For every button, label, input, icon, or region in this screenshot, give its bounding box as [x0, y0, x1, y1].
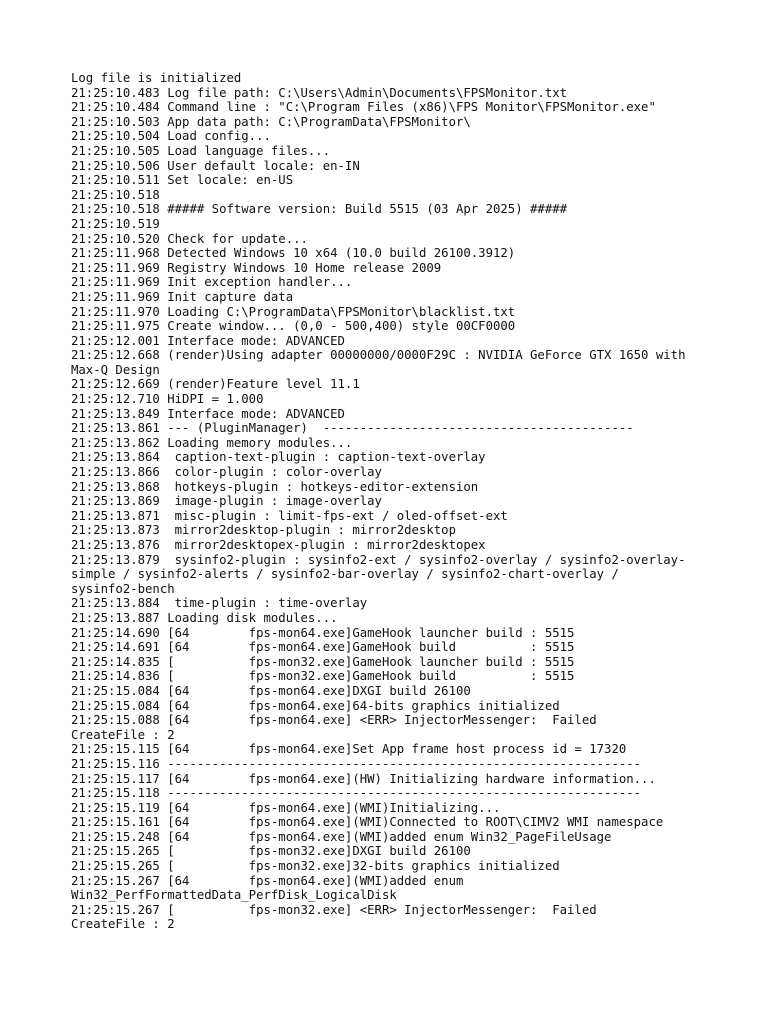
log-line: 21:25:14.690 [64 fps-mon64.exe]GameHook launcher build : 5515: [71, 625, 575, 640]
log-line: 21:25:11.969 Init capture data: [71, 289, 294, 304]
log-line: 21:25:14.691 [64 fps-mon64.exe]GameHook build : 5515: [71, 640, 575, 655]
log-line: 21:25:11.969 Registry Windows 10 Home release 2009: [71, 260, 442, 275]
log-line: 21:25:13.849 Interface mode: ADVANCED: [71, 406, 345, 421]
log-line: CreateFile : 2: [71, 917, 175, 932]
log-line: 21:25:15.267 [ fps-mon32.exe] <ERR> InjectorMessenger: Failed: [71, 902, 597, 917]
log-line: 21:25:10.505 Load language files...: [71, 143, 331, 158]
log-line: 21:25:12.001 Interface mode: ADVANCED: [71, 333, 345, 348]
log-line: 21:25:10.484 Command line : "C:\Program Files (x86)\FPS Monitor\FPSMonitor.exe": [71, 100, 656, 115]
log-line: 21:25:10.518 ##### Software version: Build 5515 (03 Apr 2025) #####: [71, 202, 568, 217]
log-line: 21:25:11.969 Init exception handler...: [71, 275, 353, 290]
log-line: Win32_PerfFormattedData_PerfDisk_LogicalDisk: [71, 888, 397, 903]
log-line: 21:25:13.887 Loading disk modules...: [71, 610, 338, 625]
log-line: 21:25:13.862 Loading memory modules...: [71, 435, 353, 450]
log-line: simple / sysinfo2-alerts / sysinfo2-bar-overlay / sysinfo2-chart-overlay /: [71, 567, 619, 582]
log-line: 21:25:13.871 misc-plugin : limit-fps-ext / oled-offset-ext: [71, 508, 508, 523]
log-line: 21:25:15.118 ----------------------------------------------------------------: [71, 786, 642, 801]
log-line: 21:25:15.115 [64 fps-mon64.exe]Set App frame host process id = 17320: [71, 742, 627, 757]
log-line: 21:25:15.088 [64 fps-mon64.exe] <ERR> InjectorMessenger: Failed: [71, 713, 597, 728]
log-document-page: [71, 71, 711, 932]
log-line: 21:25:13.876 mirror2desktopex-plugin : mirror2desktopex: [71, 538, 486, 552]
log-line: 21:25:13.864 caption-text-plugin : caption-text-overlay: [71, 450, 486, 465]
log-line: sysinfo2-bench: [71, 581, 175, 596]
log-line: 21:25:15.267 [64 fps-mon64.exe](WMI)added enum: [71, 873, 464, 888]
log-line: 21:25:13.866 color-plugin : color-overlay: [71, 465, 382, 480]
log-line: 21:25:15.084 [64 fps-mon64.exe]DXGI build 26100: [71, 683, 471, 698]
log-line: 21:25:13.873 mirror2desktop-plugin : mirror2desktop: [71, 523, 456, 538]
log-line: 21:25:15.084 [64 fps-mon64.exe]64-bits graphics initialized: [71, 698, 560, 713]
log-text-block: [71, 71, 711, 932]
log-line: 21:25:15.265 [ fps-mon32.exe]32-bits graphics initialized: [71, 859, 560, 874]
log-line: 21:25:15.116 ----------------------------------------------------------------: [71, 756, 642, 771]
log-line: 21:25:10.520 Check for update...: [71, 231, 308, 246]
log-line: 21:25:10.503 App data path: C:\ProgramData\FPSMonitor\: [71, 114, 471, 129]
log-line: 21:25:10.483 Log file path: C:\Users\Admin\Documents\FPSMonitor.txt: [71, 85, 568, 100]
log-line: Max-Q Design: [71, 362, 160, 377]
log-line: Log file is initialized: [71, 71, 242, 85]
log-line: 21:25:11.970 Loading C:\ProgramData\FPSMonitor\blacklist.txt: [71, 304, 516, 319]
log-line: 21:25:15.117 [64 fps-mon64.exe](HW) Initializing hardware information...: [71, 771, 656, 786]
log-line: 21:25:14.835 [ fps-mon32.exe]GameHook launcher build : 5515: [71, 654, 575, 669]
log-line: 21:25:13.868 hotkeys-plugin : hotkeys-editor-extension: [71, 479, 479, 494]
log-line: 21:25:10.506 User default locale: en-IN: [71, 158, 360, 173]
log-line: CreateFile : 2: [71, 727, 175, 742]
log-line: 21:25:15.119 [64 fps-mon64.exe](WMI)Initializing...: [71, 800, 501, 815]
log-line: 21:25:13.869 image-plugin : image-overlay: [71, 494, 382, 509]
log-line: 21:25:15.265 [ fps-mon32.exe]DXGI build 26100: [71, 844, 471, 859]
log-line: 21:25:12.669 (render)Feature level 11.1: [71, 377, 360, 392]
log-line: 21:25:11.968 Detected Windows 10 x64 (10.0 build 26100.3912): [71, 246, 516, 261]
log-line: 21:25:11.975 Create window... (0,0 - 500,400) style 00CF0000: [71, 319, 516, 334]
log-line: 21:25:10.519: [71, 216, 160, 231]
log-line: 21:25:15.161 [64 fps-mon64.exe](WMI)Connected to ROOT\CIMV2 WMI namespace: [71, 815, 664, 830]
log-line: 21:25:10.511 Set locale: en-US: [71, 173, 294, 188]
log-line: 21:25:15.248 [64 fps-mon64.exe](WMI)added enum Win32_PageFileUsage: [71, 829, 612, 844]
log-line: 21:25:13.879 sysinfo2-plugin : sysinfo2-ext / sysinfo2-overlay / sysinfo2-overlay-: [71, 552, 686, 567]
log-line: 21:25:13.861 --- (PluginManager) ------------------------------------------: [71, 421, 634, 436]
log-line: 21:25:12.710 HiDPI = 1.000: [71, 392, 264, 407]
log-line: 21:25:14.836 [ fps-mon32.exe]GameHook build : 5515: [71, 669, 575, 684]
log-line: 21:25:13.884 time-plugin : time-overlay: [71, 596, 368, 611]
log-line: 21:25:12.668 (render)Using adapter 00000000/0000F29C : NVIDIA GeForce GTX 1650 with: [71, 348, 686, 363]
log-line: 21:25:10.504 Load config...: [71, 129, 271, 144]
log-line: 21:25:10.518: [71, 187, 160, 202]
